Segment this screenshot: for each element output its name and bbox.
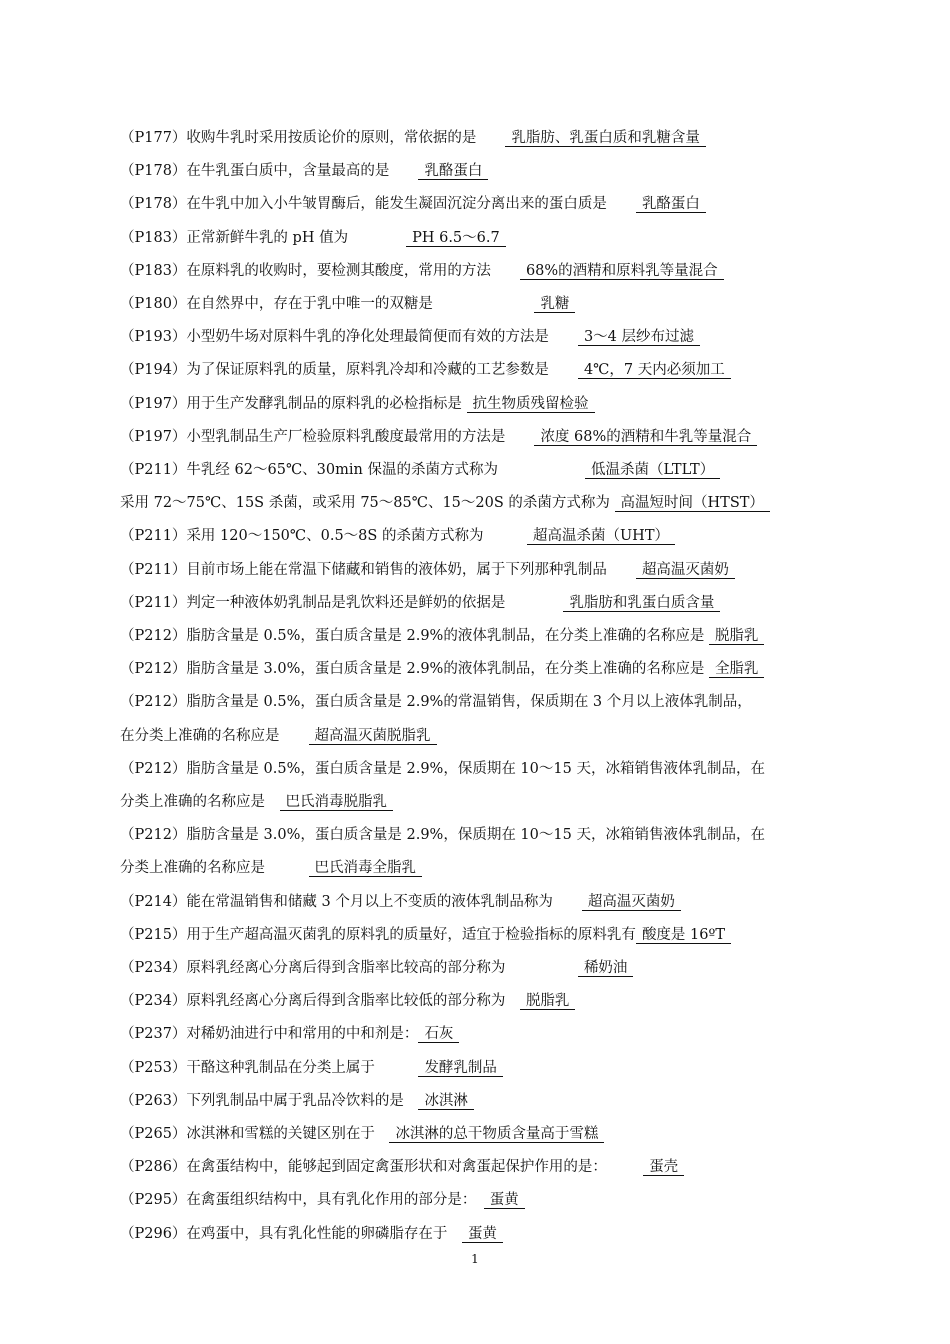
answer-text: 乳酪蛋白 — [418, 163, 488, 180]
question-text: （P183）在原料乳的收购时，要检测其酸度，常用的方法 — [120, 262, 491, 279]
question-line — [120, 690, 830, 714]
question-text: （P197）用于生产发酵乳制品的原料乳的必检指标是 — [120, 395, 462, 412]
question-line — [120, 1122, 830, 1146]
answer-spacing — [375, 1060, 419, 1076]
answer-text: 3～4 层纱布过滤 — [578, 329, 700, 346]
answer-text: 发酵乳制品 — [418, 1060, 503, 1077]
question-line — [120, 425, 830, 449]
question-text: （P286）在禽蛋结构中，能够起到固定禽蛋形状和对禽蛋起保护作用的是： — [120, 1159, 600, 1176]
question-line — [120, 1188, 830, 1212]
question-line — [120, 823, 830, 847]
answer-spacing — [491, 263, 520, 279]
question-line — [120, 159, 830, 183]
answer-text: 乳脂肪、乳蛋白质和乳糖含量 — [505, 130, 706, 147]
answer-text: 冰淇淋的总干物质含量高于雪糕 — [389, 1126, 604, 1143]
question-text: （P253）干酪这种乳制品在分类上属于 — [120, 1059, 375, 1076]
answer-text: 蛋黄 — [484, 1192, 525, 1209]
question-line — [120, 657, 830, 681]
question-line — [120, 757, 830, 781]
question-line — [120, 856, 830, 880]
question-text: （P212）脂肪含量是 3.0%，蛋白质含量是 2.9%的液体乳制品，在分类上准确的名称应是 — [120, 661, 705, 678]
question-text: （P180）在自然界中，存在于乳中唯一的双糖是 — [120, 296, 433, 312]
question-text: （P211）牛乳经 62～65℃、30min 保温的杀菌方式称为 — [120, 462, 498, 478]
answer-spacing — [469, 1192, 484, 1208]
answer-text: 冰淇淋 — [418, 1093, 474, 1110]
question-line — [120, 1056, 830, 1080]
answer-spacing — [607, 562, 636, 578]
answer-text: 4℃，7 天内必须加工 — [578, 362, 731, 379]
question-text: （P212）脂肪含量是 3.0%，蛋白质含量是 2.9%，保质期在 10～15 天，冰箱销售液体乳制品，在 — [120, 827, 765, 844]
answer-text: 蛋黄 — [462, 1226, 503, 1243]
answer-spacing — [610, 495, 615, 511]
answer-spacing — [483, 528, 527, 544]
question-line — [120, 1089, 830, 1113]
answer-text: 超高温杀菌（UHT） — [527, 528, 675, 545]
answer-text: 蛋壳 — [643, 1159, 684, 1176]
answer-text: PH 6.5～6.7 — [406, 230, 506, 247]
answer-spacing — [462, 396, 467, 412]
answer-text: 浓度 68%的酒精和牛乳等量混合 — [534, 429, 757, 446]
question-text: （P211）目前市场上能在常温下储藏和销售的液体奶，属于下列那种乳制品 — [120, 561, 607, 578]
question-text: 采用 72～75℃、15S 杀菌，或采用 75～85℃、15～20S 的杀菌方式称为 — [120, 495, 610, 512]
answer-spacing — [404, 1093, 419, 1109]
answer-text: 巴氏消毒全脂乳 — [309, 860, 423, 877]
answer-text: 超高温灭菌脱脂乳 — [309, 728, 437, 745]
question-text: （P265）冰淇淋和雪糕的关键区别在于 — [120, 1126, 375, 1142]
question-line — [120, 1022, 830, 1046]
question-text: 分类上准确的名称应是 — [120, 794, 265, 810]
answer-text: 酸度是 16ºT — [636, 927, 731, 944]
page-number: 1 — [471, 1252, 479, 1266]
question-text: 在分类上准确的名称应是 — [120, 727, 280, 744]
answer-spacing — [476, 130, 505, 146]
question-line — [120, 989, 830, 1013]
question-line — [120, 1222, 830, 1246]
question-text: （P183）正常新鲜牛乳的 pH 值为 — [120, 229, 349, 246]
question-line — [120, 524, 830, 548]
question-text: （P178）在牛乳蛋白质中，含量最高的是 — [120, 163, 390, 180]
answer-text: 石灰 — [418, 1026, 459, 1043]
answer-text: 低温杀菌（LTLT） — [585, 462, 720, 479]
answer-spacing — [265, 860, 309, 876]
answer-spacing — [505, 993, 520, 1009]
answer-text: 巴氏消毒脱脂乳 — [280, 794, 394, 811]
answer-spacing — [553, 894, 582, 910]
answer-text: 超高温灭菌奶 — [582, 894, 681, 911]
answer-text: 稀奶油 — [578, 960, 634, 977]
question-text: （P197）小型乳制品生产厂检验原料乳酸度最常用的方法是 — [120, 428, 506, 445]
question-line — [120, 558, 830, 582]
answer-text: 脱脂乳 — [520, 993, 576, 1010]
answer-spacing — [348, 230, 406, 246]
answer-spacing — [549, 329, 578, 345]
question-text: （P194）为了保证原料乳的质量，原料乳冷却和冷藏的工艺参数是 — [120, 362, 549, 379]
question-line — [120, 956, 830, 980]
question-line — [120, 259, 830, 283]
question-text: （P193）小型奶牛场对原料牛乳的净化处理最简便而有效的方法是 — [120, 329, 549, 346]
answer-spacing — [265, 794, 280, 810]
question-line — [120, 358, 830, 382]
question-line — [120, 458, 830, 482]
answer-spacing — [505, 960, 578, 976]
answer-text: 68%的酒精和原料乳等量混合 — [520, 263, 724, 280]
question-line — [120, 325, 830, 349]
answer-spacing — [375, 1126, 390, 1142]
question-text: （P211）判定一种液体奶乳制品是乳饮料还是鲜奶的依据是 — [120, 594, 506, 611]
question-line — [120, 1155, 830, 1179]
answer-spacing — [607, 196, 636, 212]
question-text: （P263）下列乳制品中属于乳品冷饮料的是 — [120, 1092, 404, 1109]
question-text: 分类上准确的名称应是 — [120, 860, 265, 877]
question-line — [120, 491, 830, 515]
question-line — [120, 890, 830, 914]
question-text: （P212）脂肪含量是 0.5%，蛋白质含量是 2.9%的液体乳制品，在分类上准确的名称应是 — [120, 628, 705, 644]
question-line — [120, 126, 830, 150]
answer-text: 乳酪蛋白 — [636, 196, 706, 213]
question-text: （P237）对稀奶油进行中和常用的中和剂是： — [120, 1026, 419, 1043]
question-text: （P295）在禽蛋组织结构中，具有乳化作用的部分是： — [120, 1192, 470, 1209]
answer-spacing — [280, 728, 309, 744]
answer-text: 抗生物质残留检验 — [467, 396, 595, 413]
question-line — [120, 724, 830, 748]
answer-spacing — [505, 429, 534, 445]
question-text: （P234）原料乳经离心分离后得到含脂率比较高的部分称为 — [120, 960, 506, 976]
answer-spacing — [447, 1226, 462, 1242]
question-text: （P214）能在常温销售和储藏 3 个月以上不变质的液体乳制品称为 — [120, 893, 553, 910]
question-line — [120, 790, 830, 814]
question-text: （P234）原料乳经离心分离后得到含脂率比较低的部分称为 — [120, 993, 506, 1010]
question-line — [120, 923, 830, 947]
question-line — [120, 591, 830, 615]
answer-text: 乳糖 — [534, 296, 575, 313]
answer-spacing — [600, 1159, 644, 1175]
answer-spacing — [498, 462, 585, 478]
answer-spacing — [433, 296, 535, 312]
question-text: （P212）脂肪含量是 0.5%，蛋白质含量是 2.9%的常温销售，保质期在 3 个月以上液体乳制品， — [120, 694, 752, 711]
answer-text: 全脂乳 — [709, 661, 765, 678]
answer-spacing — [389, 163, 418, 179]
question-line — [120, 226, 830, 250]
question-text: （P178）在牛乳中加入小牛皱胃酶后，能发生凝固沉淀分离出来的蛋白质是 — [120, 196, 607, 213]
answer-text: 超高温灭菌奶 — [636, 562, 735, 579]
question-line — [120, 624, 830, 648]
answer-text: 脱脂乳 — [709, 628, 765, 645]
answer-text: 乳脂肪和乳蛋白质含量 — [563, 595, 720, 612]
question-text: （P211）采用 120～150℃、0.5～8S 的杀菌方式称为 — [120, 528, 484, 545]
answer-text: 高温短时间（HTST） — [615, 495, 770, 512]
question-text: （P215）用于生产超高温灭菌乳的原料乳的质量好，适宜于检验指标的原料乳有 — [120, 926, 636, 943]
question-text: （P177）收购牛乳时采用按质论价的原则，常依据的是 — [120, 130, 477, 146]
question-line — [120, 292, 830, 316]
question-line — [120, 392, 830, 416]
answer-spacing — [505, 595, 563, 611]
answer-spacing — [549, 362, 578, 378]
question-text: （P212）脂肪含量是 0.5%，蛋白质含量是 2.9%，保质期在 10～15 天，冰箱销售液体乳制品，在 — [120, 760, 765, 777]
question-line — [120, 192, 830, 216]
question-text: （P296）在鸡蛋中，具有乳化性能的卵磷脂存在于 — [120, 1225, 448, 1242]
